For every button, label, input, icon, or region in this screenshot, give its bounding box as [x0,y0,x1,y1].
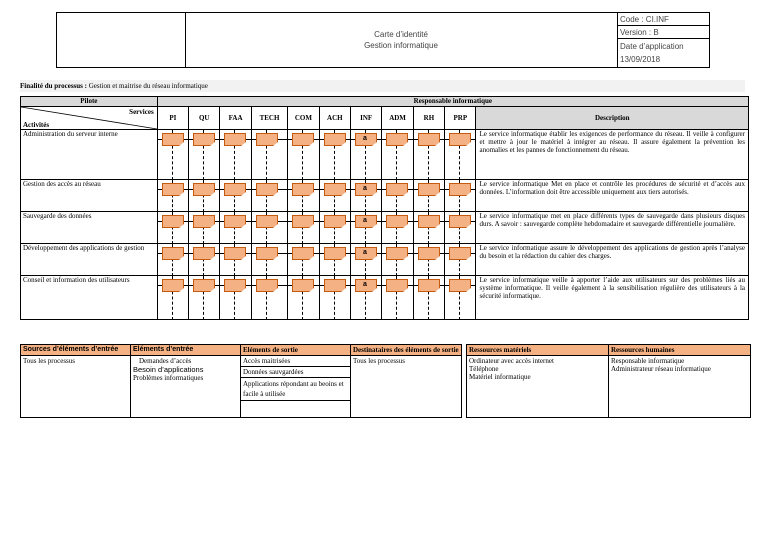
service-cell [413,130,444,180]
document-shape [449,133,471,146]
document-shape [224,183,246,196]
document-shape [162,183,184,196]
shape-marker: a [362,217,367,224]
io-table [20,344,462,418]
resource-item: Ordinateur avec accès internet [469,357,554,365]
header-code: Code : CI.INF [617,13,709,26]
service-header-inf: INF [350,107,381,130]
io-entree-item: Demandes d’accès [139,357,192,365]
activity-description: Le service informatique établir les exigences de performance du réseau. Il veille à configurer et mettre à jour le matériel à intégrer au réseau. Il assure également la prévention les anomalies et les pannes de fonctionnement du réseau. [476,130,749,180]
io-sorties [241,356,351,418]
activity-description: Le service informatique assure le développement des applications de gestion après l’analyse du besoin et la rédaction du cahier des charges. [476,244,749,276]
service-cell [157,276,188,320]
shape-marker: a [362,185,367,192]
resources-header-materiels: Ressources matériels [467,345,609,356]
io-sortie-item: Applications répondant au beoins et facile à utilisée [241,378,350,401]
document-shape [418,279,440,292]
service-cell [251,130,287,180]
io-header-destinataires: Destinataires des éléments de sortie [351,345,462,356]
service-cell [189,244,220,276]
service-header-adm: ADM [382,107,413,130]
document-shape [355,215,377,228]
service-cell [350,276,381,320]
io-entree-item: Problèmes informatiques [133,374,204,382]
document-shape [324,279,346,292]
activites-label: Activités [23,121,50,129]
service-cell [382,130,413,180]
document-shape [162,133,184,146]
logo-cell [57,13,186,67]
resource-item: Matériel informatique [469,373,531,381]
service-cell [288,180,319,212]
header-title [185,13,618,67]
service-header-rh: RH [413,107,444,130]
activity-description: Le service informatique veille à apporter l’aide aux utilisateurs sur des problèmes liés au système informatique. Il veille également à la sensibilisation régulière des utilisateurs à la sécurité informatique. [476,276,749,320]
service-cell [251,244,287,276]
service-cell [319,212,350,244]
header-version: Version : B [617,26,709,39]
service-cell [319,130,350,180]
service-cell [382,276,413,320]
service-cell [382,180,413,212]
io-sortie-item: Accès maitrisées [241,356,350,367]
service-cell [413,244,444,276]
service-cell [220,244,251,276]
document-shape [449,247,471,260]
process-table [20,96,749,320]
document-shape [386,133,408,146]
document-shape [256,279,278,292]
document-shape [162,215,184,228]
service-cell [220,130,251,180]
document-shape [386,183,408,196]
document-shape [418,133,440,146]
document-shape [292,215,314,228]
document-shape [224,133,246,146]
document-shape [324,183,346,196]
process-row [21,244,749,276]
service-cell [445,244,476,276]
shape-marker: a [362,135,367,142]
service-cell [251,212,287,244]
activity-description: Le service informatique Met en place et contrôle les procédures de sécurité et d’accès aux données. L’information doit être accessible uniquement aux tiers autorisés. [476,180,749,212]
document-shape [355,247,377,260]
pilote-label: Pilote [21,97,158,107]
service-cell [319,180,350,212]
document-shape [324,247,346,260]
document-shape [162,247,184,260]
document-shape [193,247,215,260]
document-shape [292,133,314,146]
process-row [21,276,749,320]
shape-marker: a [362,281,367,288]
document-shape [449,279,471,292]
service-cell [382,212,413,244]
process-row [21,180,749,212]
activity-label: Administration du serveur interne [21,130,158,180]
header-title-line2: Gestion informatique [364,41,438,50]
service-cell [157,130,188,180]
io-header-sources: Sources d’éléments d’entrée [21,345,131,356]
document-shape [355,279,377,292]
process-rows [21,130,749,320]
service-cell [288,212,319,244]
resource-item: Administrateur réseau informatique [611,365,711,373]
service-cell [350,244,381,276]
resources-materiels [467,356,609,418]
service-cell [189,180,220,212]
document-shape [193,183,215,196]
resources-header-humaines: Ressources humaines [609,345,751,356]
service-cell [350,180,381,212]
activity-label: Sauvegarde des données [21,212,158,244]
service-cell [288,130,319,180]
resource-item: Téléphone [469,365,499,373]
service-cell [220,212,251,244]
service-header-tech: TECH [251,107,287,130]
io-entrees [131,356,241,418]
document-shape [292,183,314,196]
document-shape [224,215,246,228]
service-cell [350,212,381,244]
service-cell [445,180,476,212]
io-entree-item: Besoin d’applications [133,365,204,374]
process-row [21,212,749,244]
service-cell [157,180,188,212]
document-shape [193,133,215,146]
service-cell [157,212,188,244]
header-date-label: Date d’application [620,42,684,51]
document-shape [355,133,377,146]
document-shape [355,183,377,196]
activity-label: Gestion des accès au réseau [21,180,158,212]
service-cell [189,212,220,244]
document-shape [292,247,314,260]
description-header: Description [476,107,749,130]
service-cell [413,276,444,320]
document-shape [324,215,346,228]
shape-marker: a [362,249,367,256]
document-shape [256,247,278,260]
service-cell [382,244,413,276]
document-shape [256,133,278,146]
service-header-com: COM [288,107,319,130]
service-cell [413,212,444,244]
service-cell [445,212,476,244]
io-sources: Tous les processus [21,356,131,418]
header-title-line1: Carte d’identité [374,30,428,39]
activity-label: Développement des applications de gestion [21,244,158,276]
service-cell [288,276,319,320]
activity-label: Conseil et information des utilisateurs [21,276,158,320]
document-shape [386,247,408,260]
service-cell [350,130,381,180]
document-shape [292,279,314,292]
io-header-entrees: Eléments d’entrée [131,345,241,356]
document-shape [256,215,278,228]
header-meta [617,13,709,67]
document-shape [193,215,215,228]
document-shape [418,247,440,260]
responsable-label: Responsable informatique [157,97,748,107]
service-cell [157,244,188,276]
service-header-pi: PI [157,107,188,130]
header-date-value: 13/09/2018 [620,55,661,64]
services-label: Services [129,108,154,116]
service-cell [189,130,220,180]
service-cell [413,180,444,212]
document-shape [193,279,215,292]
service-header-ach: ACH [319,107,350,130]
services-activites-header [21,107,158,130]
header-date [617,39,709,67]
document-shape [418,215,440,228]
document-shape [256,183,278,196]
service-cell [288,244,319,276]
service-header-qu: QU [189,107,220,130]
document-shape [449,183,471,196]
service-cell [251,276,287,320]
document-header [56,12,710,68]
service-cell [189,276,220,320]
activity-description: Le service informatique met en place différents types de sauvegarde dans plusieurs disques durs. A savoir : sauvegarde complète hebdomadaire et sauvegarde différentielle journalière. [476,212,749,244]
finalite-line [20,80,745,92]
resources-humaines [609,356,751,418]
service-cell [445,276,476,320]
service-cell [319,244,350,276]
service-cell [251,180,287,212]
document-shape [386,279,408,292]
document-shape [418,183,440,196]
service-header-faa: FAA [220,107,251,130]
resources-table [466,344,751,418]
finalite-text: Gestion et maitrise du réseau informatique [86,82,208,90]
document-shape [162,279,184,292]
document-shape [224,279,246,292]
service-cell [319,276,350,320]
service-cell [445,130,476,180]
resource-item: Responsable informatique [611,357,685,365]
finalite-label: Finalité du processus : [20,82,87,90]
document-shape [449,215,471,228]
io-sortie-item: Données sauvgardées [241,367,350,378]
document-shape [386,215,408,228]
io-destinataires: Tous les processus [351,356,462,418]
io-header-sorties: Eléments de sortie [241,345,351,356]
service-header-prp: PRP [445,107,476,130]
process-row [21,130,749,180]
document-shape [324,133,346,146]
service-cell [220,180,251,212]
document-shape [224,247,246,260]
service-cell [220,276,251,320]
